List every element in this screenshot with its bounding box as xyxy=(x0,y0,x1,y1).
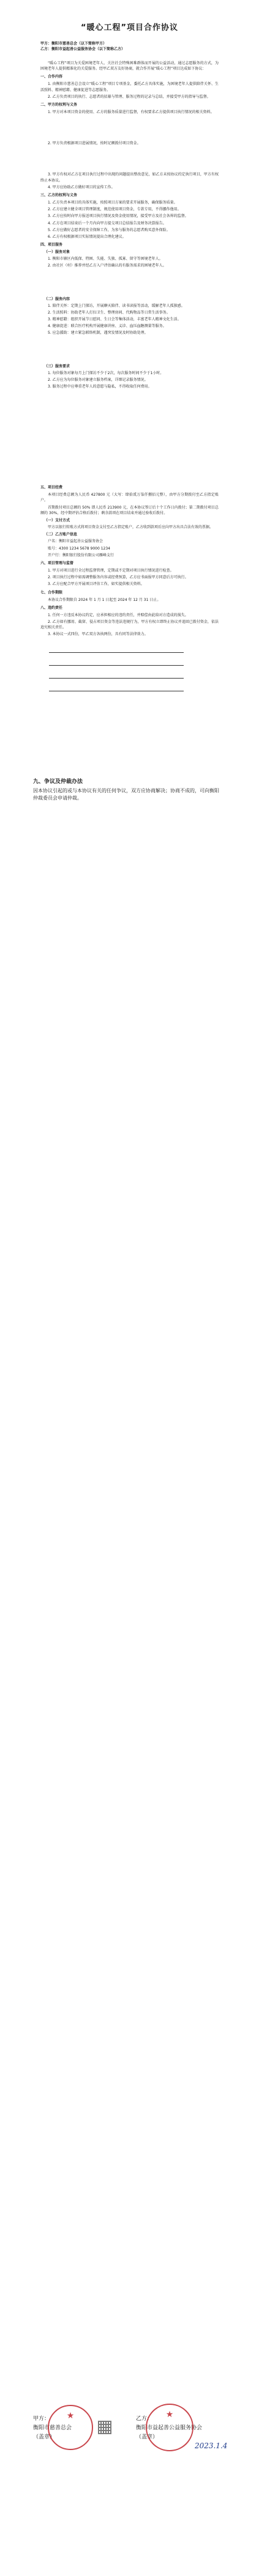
section-6-item: 3. 乙方应配合甲方开展项目评估工作，如实提供相关资料。 xyxy=(48,582,145,587)
service-item: 3. 精神慰藉：组织开展节日慰问、生日会等集体活动，丰富老年人精神文化生活。 xyxy=(48,317,181,322)
section-3-item: 6. 乙方有权根据项目实际情况提出合理化建议。 xyxy=(48,235,126,240)
section-8-item: 2. 乙方如有挪用、截留、侵占项目资金等违法违规行为，甲方有权立即终止协议并追回已拨付资金，依法追究相关责任。 xyxy=(40,619,219,630)
section-4-title: 四、项目服务 xyxy=(40,243,63,248)
section-3-item: 1. 乙方负责本项目的具体实施，按照项目方案的要求开展服务，确保服务质量。 xyxy=(48,201,178,205)
party-b-seal-stamp: ★ xyxy=(146,2404,193,2451)
section-9-text: 因本协议引起的或与本协议有关的任何争议，双方应协商解决；协商不成的，可向衡阳仲裁委员会申请仲裁。 xyxy=(33,787,219,801)
party-a-seal-stamp: ★ xyxy=(48,2405,93,2450)
party-a-sign-name: 衡阳市慈善总会 xyxy=(33,2425,72,2431)
qr-code-icon xyxy=(98,2421,111,2434)
page-title: “暖心工程”项目合作协议 xyxy=(80,23,179,32)
blank-lines xyxy=(49,644,219,691)
section-3-item: 5. 乙方应做好志愿者的安全保障工作，为参与服务的志愿者购买意外保险。 xyxy=(48,227,170,232)
section-4-sub-2: （二）服务内容 xyxy=(44,296,70,301)
section-7-title: 七、合作期限 xyxy=(40,590,63,595)
section-2-item: 3. 甲方有权对乙方在项目执行过程中出现的问题提出整改意见，如乙方未按协议约定执行项目，甲方有权终止本协议。 xyxy=(40,172,219,183)
section-6-item: 2. 项目执行过程中如需调整服务内容或经费预算，乙方应书面报甲方同意后方可执行。 xyxy=(48,575,189,580)
section-5-sub-1-text: 甲方以银行转账方式将项目资金支付至乙方指定账户，乙方收到款项后应向甲方出具合法有效的票据。 xyxy=(48,525,214,530)
party-a-sign-seal: （盖章） xyxy=(33,2434,56,2440)
section-5-sub-1: （一）支付方式 xyxy=(44,518,70,523)
section-1-text-2: 2. 乙方负责项目的执行、志愿者的招募与管理、服务过程的记录与总结，并接受甲方的指导与监督。 xyxy=(48,94,211,99)
section-2-item: 1. 甲方对本项目资金的使用、乙方的服务质量进行监督，有权要求乙方提供项目执行情况的相关资料。 xyxy=(48,110,214,115)
section-6-item: 1. 甲方对项目进行全过程监督管理，定期或不定期对项目执行情况进行检查。 xyxy=(48,568,174,573)
service-item: 4. 健康促进：联合医疗机构开展健康讲座、义诊、血压血糖测量等服务。 xyxy=(48,324,167,329)
requirement-item: 2. 乙方应为每位服务对象建立服务档案，详细记录服务情况。 xyxy=(48,377,148,382)
service-item: 5. 应急援助：建立紧急联络机制，遇突发情况及时协助处理。 xyxy=(48,331,148,336)
account-line: 开户行：衡阳银行股份有限公司雁峰支行 xyxy=(48,553,114,558)
party-a-sign-label: 甲方： xyxy=(33,2416,50,2422)
requirement-item: 3. 服务过程中应尊重老年人的意愿与隐私，不得收取任何费用。 xyxy=(48,385,152,389)
section-3-item: 2. 乙方应建立健全项目管理制度，规范使用项目资金，专款专用，不得挪作他用。 xyxy=(48,207,181,212)
party-b: 乙方：衡阳市益起善公益服务协会（以下简称乙方） xyxy=(40,47,126,51)
party-b-sign-seal: （盖章） xyxy=(136,2434,159,2440)
section-5-text: 本项目经费总额为人民币 427800 元（大写：肆拾贰万柒仟捌佰元整），由甲方分期拨付至乙方指定账户。 xyxy=(40,493,219,503)
section-5-text-2: 首期拨付项目总额的 50% 即人民币 213900 元，在本协议签订后十个工作日内拨付；第二期拨付项目总额的 30%，经中期评估合格后拨付；剩余款项在项目结束并通过验收后拨付。 xyxy=(40,505,219,515)
section-8-title: 八、违约责任 xyxy=(40,605,63,610)
section-4-sub-3: （三）服务要求 xyxy=(44,364,70,369)
section-4-sub-1: （一）服务对象 xyxy=(44,250,70,255)
section-1-title: 一、合作内容 xyxy=(40,75,63,79)
section-4-sub-1-text: 1. 衡阳市辖区内低保、特困、失能、失独、孤寡、留守等困境老年人。 xyxy=(48,257,163,262)
section-9-title: 九、争议及仲裁办法 xyxy=(33,778,83,785)
section-5-title: 五、项目经费 xyxy=(40,485,63,490)
account-line: 户名：衡阳市益起善公益服务协会 xyxy=(48,539,103,544)
section-7-text: 本协议合作期限自 2024 年 1 月 1 日起至 2024 年 12 月 31 日止。 xyxy=(48,597,161,602)
section-2-item: 4. 甲方应协助乙方做好项目的宣传工作。 xyxy=(48,185,115,190)
service-item: 1. 陪伴关怀：定期上门探访，开展聊天陪伴、读书读报等活动，缓解老年人孤独感。 xyxy=(48,303,185,308)
party-b-sign-name: 衡阳市益起善公益服务协会 xyxy=(136,2425,203,2431)
section-8-item: 1. 任何一方违反本协议约定，应承担相应的违约责任，并赔偿由此给对方造成的损失。 xyxy=(48,613,189,617)
service-item: 2. 生活照料：协助老年人打扫卫生、整理房间、代购物品等日常生活事务。 xyxy=(48,310,170,315)
handwritten-date: 2023.1.4 xyxy=(195,2442,228,2450)
section-4-sub-1-text-2: 2. 由社区（村）推荐并经乙方入户评估确认的有服务需求的困境老年人。 xyxy=(48,263,167,268)
section-3-title: 三、乙方的权利与义务 xyxy=(40,193,78,198)
section-3-item: 3. 乙方应按时向甲方报送项目执行情况及资金使用情况，接受甲方及社会各界的监督。 xyxy=(48,214,189,219)
section-8-note: 3. 本协议一式四份，甲乙双方各执两份，具有同等法律效力。 xyxy=(48,632,148,637)
intro-paragraph: “暖心工程”项目为关爱困境老年人、关注社会特殊困难群体而开展的公益活动，通过志愿服务的方式，为困境老年人提供精准化的关爱服务。经甲乙双方友好协商，就合作开展“暖心工程”项目达成如下协议： xyxy=(40,61,219,72)
party-b-sign-label: 乙方： xyxy=(136,2416,153,2422)
section-2-item: 2. 甲方负责根据项目进展情况，按时足额拨付项目资金。 xyxy=(48,141,141,146)
section-2-title: 二、甲方的权利与义务 xyxy=(40,103,78,108)
section-1-text: 1. 由衡阳市慈善总会设立“暖心工程”项目专项基金，委托乙方具体实施，为困境老年人提供陪伴关怀、生活照料、精神慰藉、健康促进等志愿服务。 xyxy=(40,82,219,92)
section-5-sub-2: （二）乙方账户信息 xyxy=(44,532,78,537)
section-6-title: 六、项目管理与监督 xyxy=(40,561,74,565)
account-line: 账号：4300 1234 5678 9000 1234 xyxy=(48,546,110,551)
section-3-item: 4. 乙方在项目结束后一个月内向甲方提交项目总结报告及财务决算报告。 xyxy=(48,221,167,226)
requirement-item: 1. 每位服务对象每月上门探访不少于2次，每次服务时间不少于1小时。 xyxy=(48,370,164,375)
party-a: 甲方：衡阳市慈善总会（以下简称甲方） xyxy=(40,42,107,46)
